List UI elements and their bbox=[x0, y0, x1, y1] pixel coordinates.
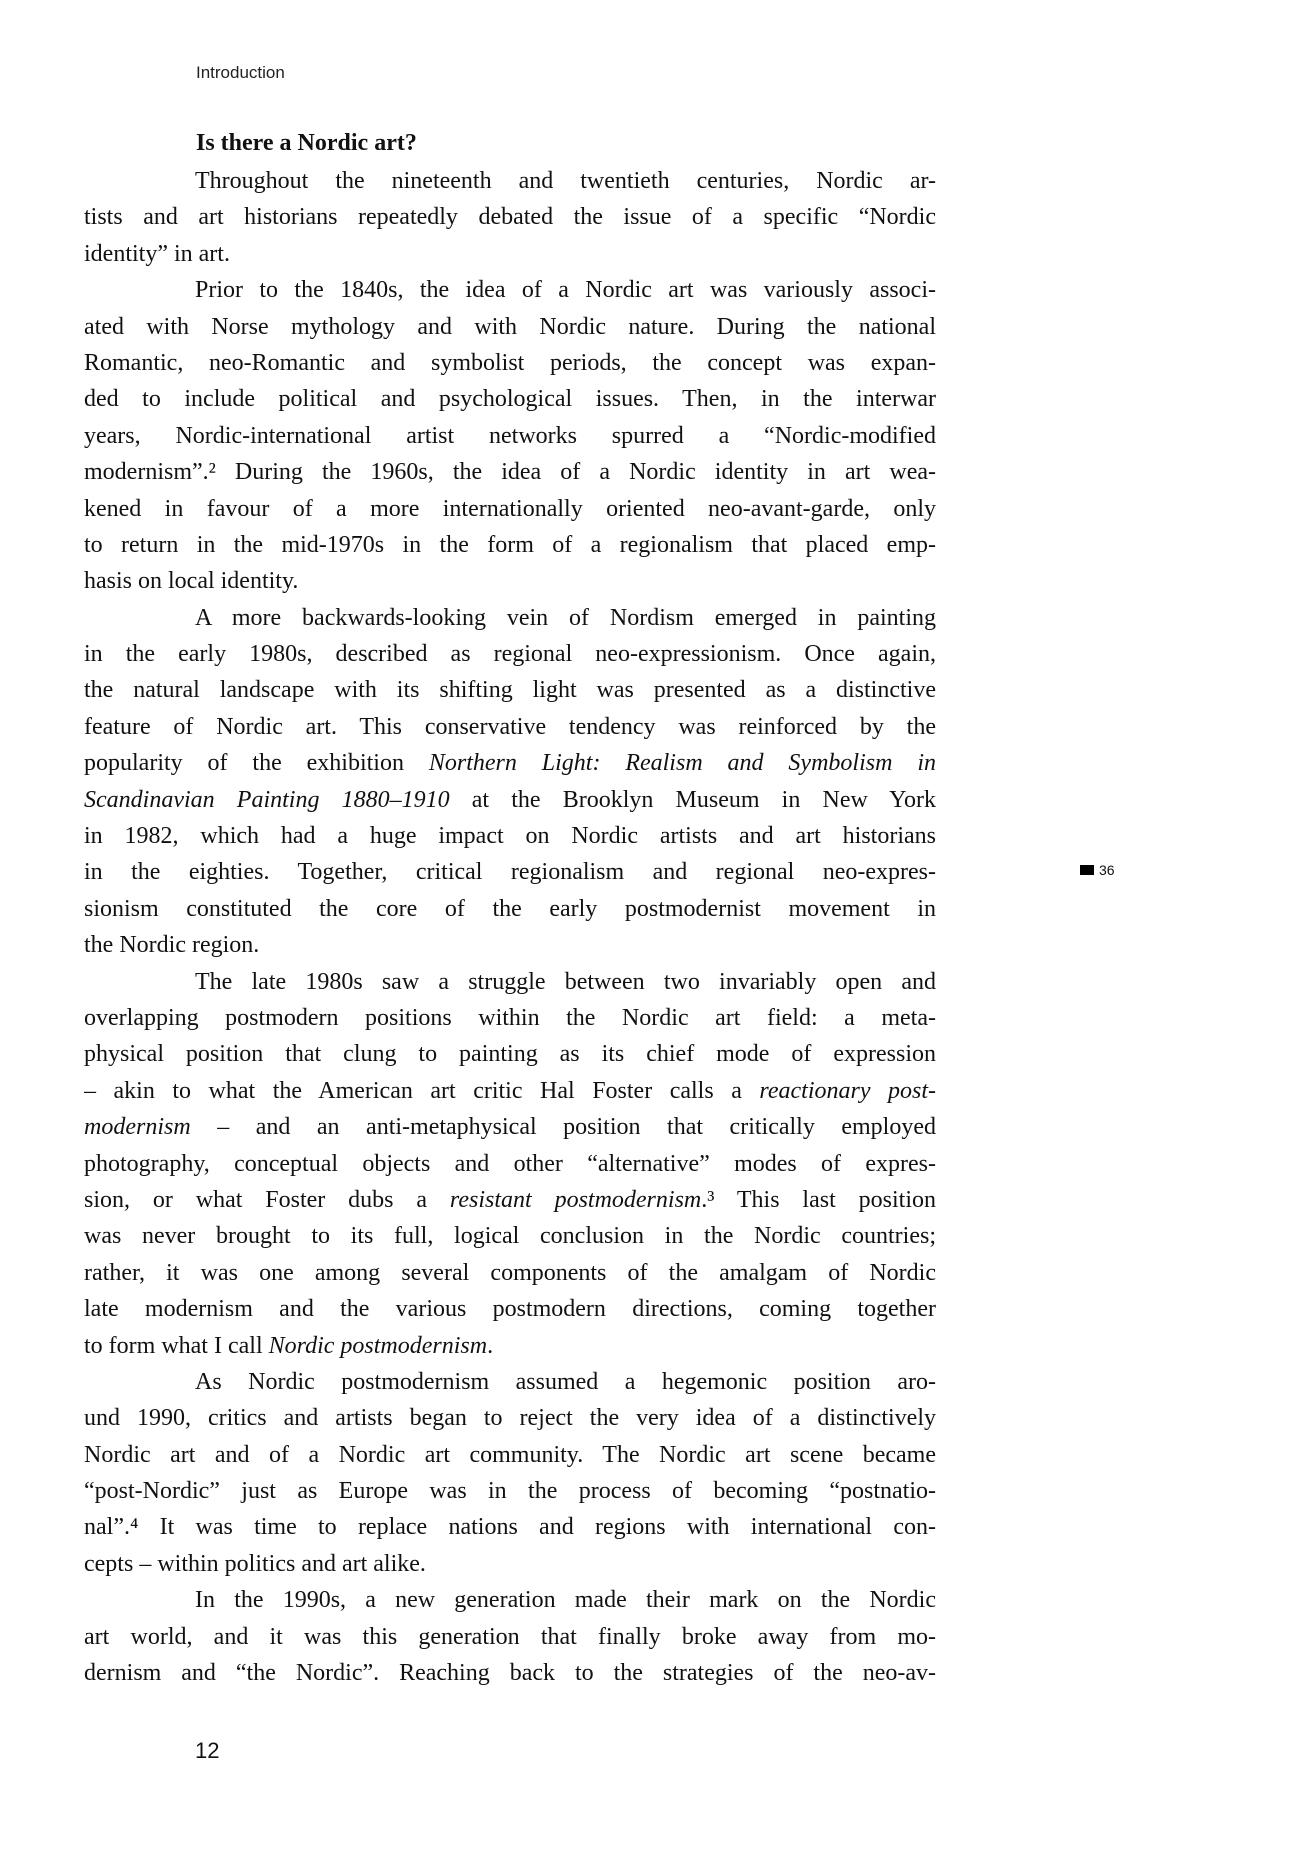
text-line: rather, it was one among several components of the amalgam of Nordic bbox=[84, 1259, 936, 1286]
italic-title: Northern Light: Realism and Symbolism in bbox=[428, 750, 936, 777]
text-line: photography, conceptual objects and other “alternative” modes of expres- bbox=[84, 1150, 936, 1177]
text-line: the natural landscape with its shifting light was presented as a distinctive bbox=[84, 677, 936, 704]
text-line: tists and art historians repeatedly debated the issue of a specific “Nordic bbox=[84, 204, 936, 231]
text-segment: .³ This last position bbox=[701, 1186, 936, 1213]
text-line bbox=[84, 1328, 936, 1364]
text-line: physical position that clung to painting as its chief mode of expression bbox=[84, 1041, 936, 1068]
text-line: cepts – within politics and art alike. bbox=[84, 1550, 426, 1577]
text-line: dernism and “the Nordic”. Reaching back to the strategies of the neo-av- bbox=[84, 1660, 936, 1687]
text-line: nal”.⁴ It was time to replace nations and regions with international con- bbox=[84, 1514, 936, 1541]
text-line: sionism constituted the core of the early postmodernist movement in bbox=[84, 895, 936, 922]
text-segment: sion, or what Foster dubs a bbox=[84, 1186, 450, 1213]
paragraph bbox=[84, 163, 936, 272]
text-line: late modernism and the various postmodern directions, coming together bbox=[84, 1296, 936, 1323]
text-segment: popularity of the exhibition bbox=[84, 750, 429, 777]
text-line bbox=[84, 745, 936, 781]
margin-reference bbox=[1080, 862, 1115, 878]
text-segment: – akin to what the American art critic Hal Foster calls a bbox=[84, 1077, 760, 1104]
text-line: Nordic art and of a Nordic art community. The Nordic art scene became bbox=[84, 1441, 936, 1468]
italic-title: Scandinavian Painting 1880–1910 bbox=[84, 786, 450, 813]
text-line: A more backwards-looking vein of Nordism emerged in painting bbox=[195, 604, 936, 631]
text-line: feature of Nordic art. This conservative tendency was reinforced by the bbox=[84, 713, 936, 740]
text-line bbox=[84, 782, 936, 818]
text-line: was never brought to its full, logical conclusion in the Nordic countries; bbox=[84, 1223, 936, 1250]
text-line: in the eighties. Together, critical regionalism and regional neo-expres- bbox=[84, 859, 936, 886]
paragraph bbox=[84, 600, 936, 964]
italic-title: resistant postmodernism bbox=[449, 1186, 702, 1213]
text-segment: to form what I call bbox=[84, 1332, 269, 1359]
text-line: Throughout the nineteenth and twentieth centuries, Nordic ar- bbox=[195, 168, 936, 194]
text-line: As Nordic postmodernism assumed a hegemonic position aro- bbox=[195, 1368, 936, 1395]
text-line: ated with Norse mythology and with Nordic nature. During the national bbox=[84, 313, 936, 340]
text-line: years, Nordic-international artist networks spurred a “Nordic-modified bbox=[84, 422, 936, 449]
paragraph bbox=[84, 964, 936, 1364]
italic-title: modernism bbox=[84, 1114, 191, 1141]
page-number: 12 bbox=[195, 1738, 220, 1763]
margin-reference-number: 36 bbox=[1099, 862, 1115, 878]
text-line: kened in favour of a more internationally oriented neo-avant-garde, only bbox=[84, 495, 936, 522]
text-line: hasis on local identity. bbox=[84, 568, 299, 595]
text-line: In the 1990s, a new generation made their mark on the Nordic bbox=[195, 1587, 936, 1614]
text-segment: . bbox=[487, 1332, 494, 1359]
italic-title: Nordic postmodernism bbox=[268, 1332, 488, 1359]
text-line: Prior to the 1840s, the idea of a Nordic art was variously associ- bbox=[195, 277, 936, 304]
text-line bbox=[84, 1182, 936, 1218]
text-line: “post-Nordic” just as Europe was in the process of becoming “postnatio- bbox=[84, 1478, 936, 1505]
text-line: art world, and it was this generation that finally broke away from mo- bbox=[84, 1623, 936, 1650]
paragraph bbox=[84, 1364, 936, 1582]
running-head: Introduction bbox=[196, 63, 285, 82]
text-line: Romantic, neo-Romantic and symbolist periods, the concept was expan- bbox=[84, 349, 936, 376]
text-line bbox=[84, 1073, 936, 1109]
paragraph bbox=[84, 1582, 936, 1691]
text-line: overlapping postmodern positions within the Nordic art field: a meta- bbox=[84, 1004, 936, 1031]
text-line: in 1982, which had a huge impact on Nordic artists and art historians bbox=[84, 823, 936, 850]
text-line: und 1990, critics and artists began to reject the very idea of a distinctively bbox=[84, 1405, 936, 1432]
square-marker-icon bbox=[1080, 865, 1094, 875]
section-heading: Is there a Nordic art? bbox=[196, 130, 417, 156]
text-line: The late 1980s saw a struggle between two invariably open and bbox=[195, 968, 936, 995]
text-line: identity” in art. bbox=[84, 240, 230, 267]
body-text bbox=[84, 163, 936, 1691]
italic-title: reactionary post- bbox=[759, 1077, 936, 1104]
text-line: in the early 1980s, described as regional neo-expressionism. Once again, bbox=[84, 641, 936, 668]
text-line: the Nordic region. bbox=[84, 932, 260, 959]
text-line: modernism”.² During the 1960s, the idea of a Nordic identity in art wea- bbox=[84, 459, 936, 486]
text-segment: – and an anti-metaphysical position that critically employed bbox=[190, 1114, 936, 1141]
text-segment: at the Brooklyn Museum in New York bbox=[449, 786, 936, 813]
text-line bbox=[84, 1109, 936, 1145]
text-line: to return in the mid-1970s in the form of a regionalism that placed emp- bbox=[84, 531, 936, 558]
text-line: ded to include political and psychological issues. Then, in the interwar bbox=[84, 386, 936, 413]
paragraph bbox=[84, 272, 936, 600]
